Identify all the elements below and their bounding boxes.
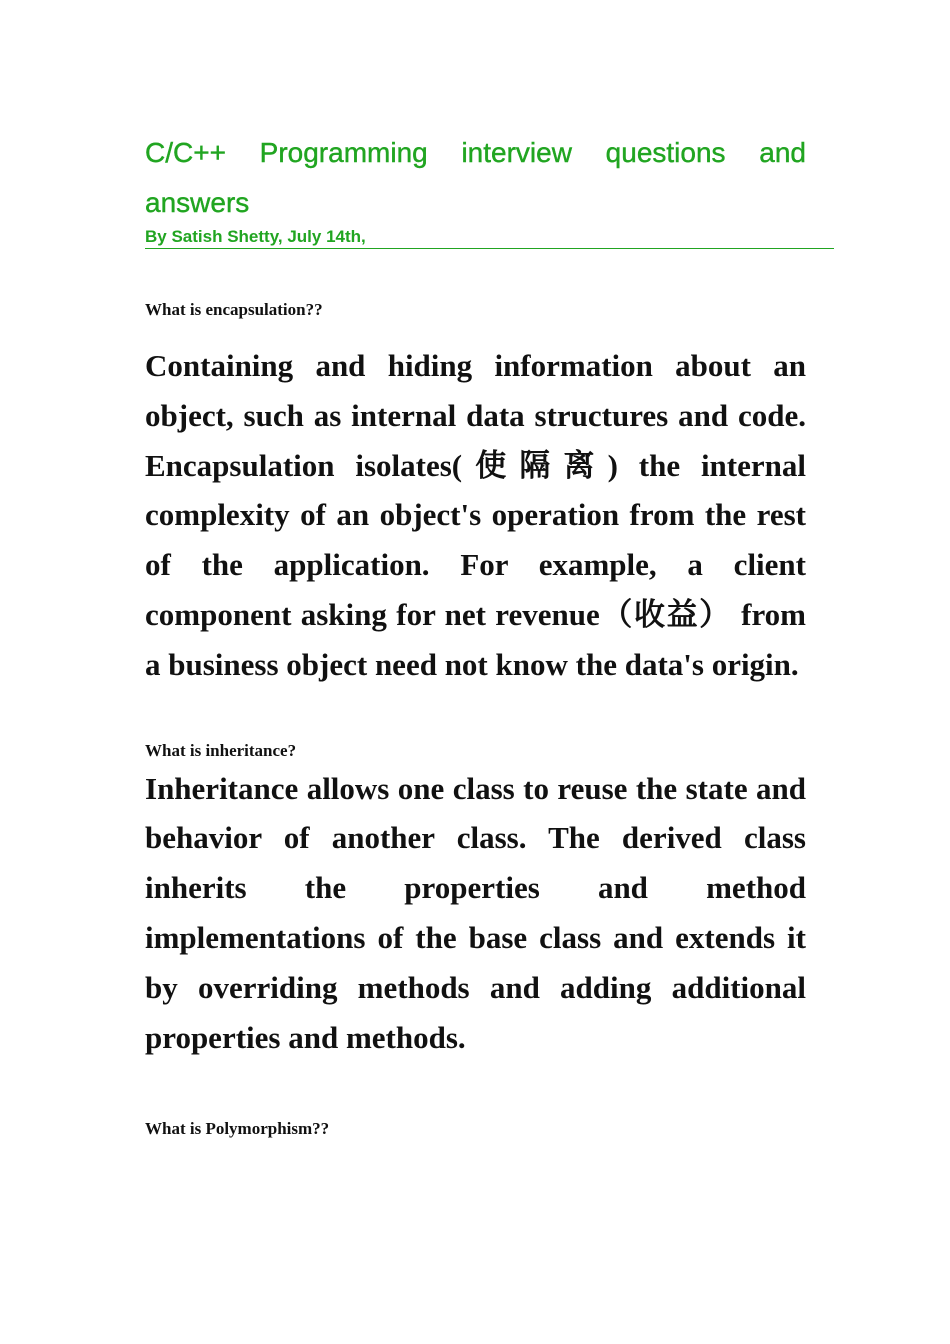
question-encapsulation: What is encapsulation?? xyxy=(145,300,323,319)
question-polymorphism: What is Polymorphism?? xyxy=(145,1119,330,1139)
document-byline: By Satish Shetty, July 14th, xyxy=(145,227,366,246)
document-page xyxy=(145,128,806,1138)
document-title: C/C++ Programming interview questions and answers xyxy=(145,137,806,218)
answer-inheritance: Inheritance allows one class to reuse the state and behavior of another class. The derived class inherits the properties and method implementations of the base class and extends it by overriding methods and adding additional properties and methods. xyxy=(145,770,806,1055)
title-divider xyxy=(145,248,834,249)
question-inheritance: What is inheritance? xyxy=(145,740,297,760)
answer-encapsulation: Containing and hiding information about an object, such as internal data structures and code. Encapsulation isolates(使隔离) the internal complexity of an object's operation from the rest of the application. For example, a client component asking for net revenue（收益） from a business object need not know the data's origin. xyxy=(145,348,806,682)
